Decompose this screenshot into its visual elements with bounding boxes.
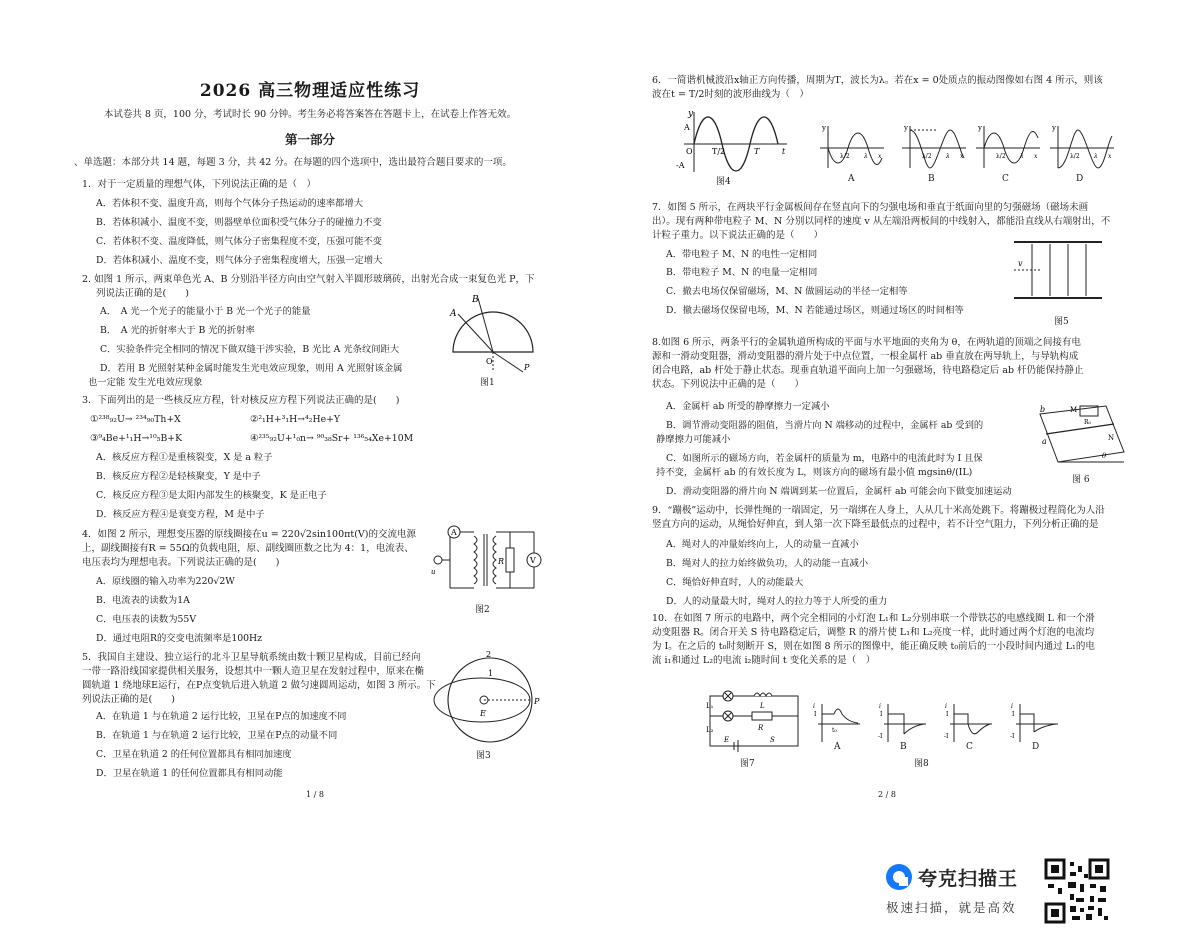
q10-choice-b-label: B xyxy=(900,742,907,752)
q6-choice-b-half: λ/2 xyxy=(922,153,932,160)
figure-5-caption: 图5 xyxy=(1054,317,1069,327)
q8-stem-line4: 状态。下列说法中正确的是（ ） xyxy=(652,379,805,390)
q2-option-d: D．若用 B 光照射某种金属时能发生光电效应现象，则用 A 光照射该金属 xyxy=(100,363,403,374)
figure-6-incline-rails xyxy=(1036,400,1128,468)
q7-option-c: C．撤去电场仅保留磁场，M、N 做圆运动的半径一定相等 xyxy=(666,286,908,297)
q10-stem-line4: 流 i₁和通过 L₂的电流 i₂随时间 t 变化关系的是（ ） xyxy=(652,655,876,666)
q3-option-a: A．核反应方程①是重核裂变，X 是 a 粒子 xyxy=(96,452,273,463)
figure-7-label-e: E xyxy=(724,736,730,744)
q1-option-c: C．若体积不变、温度降低，则气体分子密集程度不变，压强可能不变 xyxy=(96,236,383,247)
q4-stem-line1: 4．如图 2 所示，理想变压器的原线圈接在u = 220√2sin100πt(V)的交流电源 xyxy=(82,529,416,540)
q6-choice-c-y: y xyxy=(978,124,982,132)
exam-title: 2026 高三物理适应性练习 xyxy=(199,81,421,101)
q3-option-c: C．核反应方程③是太阳内部发生的核聚变，K 是正电子 xyxy=(96,490,327,501)
q6-choice-c-x: x xyxy=(1034,153,1038,160)
q10-stem-line2: 动变阻器 R。闭合开关 S 待电路稳定后，调整 R 的滑片使 L₁和 L₂亮度一样，此时通过两个灯泡的电流均 xyxy=(652,627,1095,638)
figure-4-axis-half-t: T/2 xyxy=(712,147,726,156)
q6-choice-a-x: x xyxy=(878,153,882,160)
q10-choice-d-label-i: I xyxy=(1012,711,1015,718)
figure-4-vibration-graph xyxy=(662,108,792,178)
q3-option-b: B．核反应方程②是轻核聚变，Y 是中子 xyxy=(96,471,261,482)
q10-choice-a-axis-i: i xyxy=(813,703,815,710)
quark-logo-icon xyxy=(884,862,914,892)
q9-option-a: A．绳对人的冲量始终向上，人的动量一直减小 xyxy=(666,539,859,550)
figure-3-orbits xyxy=(442,652,542,744)
figure-3-label-earth: E xyxy=(480,709,486,718)
figure-6-label-b: b xyxy=(1040,405,1046,414)
q8-stem-line3: 闭合电路，ab 杆处于静止状态。现垂直轨道平面向上加一匀强磁场，待电路稳定后 ab 杆仍能保持静止 xyxy=(652,365,1084,376)
figure-2-voltmeter-label: V xyxy=(530,556,536,565)
section-heading: 、单选题：本部分共 14 题，每题 3 分，共 42 分。在每题的四个选项中，选出最符合题目要求的一项。 xyxy=(74,157,512,168)
figure-2-caption: 图2 xyxy=(475,605,490,615)
figure-6-label-a: a xyxy=(1042,437,1047,446)
q6-choice-c-graph xyxy=(970,122,1044,172)
figure-5-label-v: v xyxy=(1018,259,1023,268)
q9-option-b: B．绳对人的拉力始终做负功，人的动能一直减小 xyxy=(666,558,869,569)
q5-stem-line2: 一带一路沿线国家提供相关服务，设想其中一颗人造卫星在发射过程中，原来在椭 xyxy=(82,666,425,677)
q10-choice-b-axis-i: i xyxy=(879,703,881,710)
figure-1-label-b: B xyxy=(472,295,479,305)
figure-3-caption: 图3 xyxy=(476,751,491,761)
q5-option-a: A．在轨道 1 与在轨道 2 运行比较，卫星在P点的加速度不同 xyxy=(96,711,347,722)
q4-option-d: D．通过电阻R的交变电流频率是100Hz xyxy=(96,633,263,644)
part-heading: 第一部分 xyxy=(284,132,335,147)
q4-stem-line3: 电压表均为理想电表。下列说法正确的是( ) xyxy=(82,557,280,568)
q6-choice-a-half: λ/2 xyxy=(840,153,850,160)
figure-7-label-l1: L₁ xyxy=(706,702,714,710)
brand-slogan: 极速扫描，就是高效 xyxy=(886,900,1017,915)
figure-2-transformer xyxy=(430,522,545,597)
q9-option-c: C．绳恰好伸直时，人的动能最大 xyxy=(666,577,804,588)
q8-stem-line1: 8.如图 6 所示，两条平行的金属轨道所构成的平面与水平地面的夹角为 θ，在两轨道的顶端之间接有电 xyxy=(652,337,1081,348)
figure-6-label-theta: θ xyxy=(1102,452,1107,460)
q6-choice-b-lambda: λ xyxy=(946,153,950,160)
q6-stem-line1: 6．一简谐机械波沿x轴正方向传播，周期为T，波长为λ。若在x = 0处质点的振动图像如右图 4 所示，则该 xyxy=(652,75,1103,86)
q10-choice-a-label-t0: t₀ xyxy=(832,727,837,734)
q6-choice-b-graph xyxy=(896,122,970,172)
figure-1-caption: 图1 xyxy=(480,378,495,388)
figure-7-label-r: R xyxy=(758,724,764,732)
q6-choice-d-half: λ/2 xyxy=(1070,153,1080,160)
exam-intro: 本试卷共 8 页，100 分，考试时长 90 分钟。考生务必将答案答在答题卡上，在试卷上作答无效。 xyxy=(103,109,517,120)
figure-7-label-l2: L₂ xyxy=(706,726,714,734)
q10-choice-d-axis-i: i xyxy=(1011,703,1013,710)
q10-choice-a-label-i: I xyxy=(814,711,817,718)
q6-choice-d-x: x xyxy=(1108,153,1112,160)
figure-3-label-p: P xyxy=(534,697,540,706)
q2-option-c: C．实验条件完全相同的情况下做双缝干涉实验，B 光比 A 光条纹间距大 xyxy=(100,344,400,355)
q7-option-a: A．带电粒子 M、N 的电性一定相同 xyxy=(666,249,818,260)
figure-4-axis-o: O xyxy=(686,147,693,156)
q7-option-d: D．撤去磁场仅保留电场，M、N 若能通过场区，则通过场区的时间相等 xyxy=(666,305,964,316)
figure-4-axis-neg-a: -A xyxy=(676,161,685,170)
page-1-number: 1 / 8 xyxy=(306,790,324,799)
q6-choice-d-y: y xyxy=(1052,124,1056,132)
figure-1-label-a: A xyxy=(450,309,457,319)
figure-4-axis-y: y xyxy=(688,109,694,119)
q8-option-d: D．滑动变阻器的滑片向 N 端调到某一位置后，金属杆 ab 可能会向下做变加速运动 xyxy=(666,486,1012,497)
q4-stem-line2: 上，副线圈接有R = 55Ω的负载电阻，原、副线圈匝数之比为 4：1，电流表、 xyxy=(82,543,414,554)
q6-choice-a-graph xyxy=(814,122,888,172)
q6-choice-a-label: A xyxy=(848,174,855,184)
figure-2-label-r: R xyxy=(498,557,505,566)
brand-name: 夸克扫描王 xyxy=(918,868,1019,890)
q5-stem-line3: 圆轨道 1 绕地球E运行，在P点变轨后进入轨道 2 做匀速圆周运动，如图 3 所示。下 xyxy=(82,680,436,691)
q8-option-c-line2: 持不变，金属杆 ab 的有效长度为 L，则该方向的磁场有最小值 mgsinθ/(IL) xyxy=(656,467,973,478)
figure-7-label-l: L xyxy=(760,702,765,710)
q5-stem-line1: 5．我国自主建设、独立运行的北斗卫星导航系统由数十颗卫星构成，目前已经向 xyxy=(82,652,421,663)
q1-stem: 1．对于一定质量的理想气体，下列说法正确的是（ ） xyxy=(82,179,317,190)
q10-stem-line1: 10．在如图 7 所示的电路中，两个完全相同的小灯泡 L₁和 L₂分别串联一个带铁芯的电感线圈 L 和一个滑 xyxy=(652,613,1095,624)
q6-choice-d-lambda: λ xyxy=(1094,153,1098,160)
q4-option-c: C．电压表的读数为55V xyxy=(96,614,197,625)
figure-7-circuit xyxy=(704,688,804,752)
q8-option-a: A．金属杆 ab 所受的静摩擦力一定减小 xyxy=(666,401,830,412)
q1-option-a: A．若体积不变、温度升高，则每个气体分子热运动的速率都增大 xyxy=(96,198,364,209)
page-2-number: 2 / 8 xyxy=(878,790,896,799)
q10-choice-d-graph xyxy=(1010,702,1060,744)
q3-equation-3: ③⁹₄Be+¹₁H→¹⁰₅B+K xyxy=(90,433,183,444)
q7-stem-line1: 7．如图 5 所示，在两块平行金属板间存在竖直向下的匀强电场和垂直于纸面向里的匀强磁场（磁场未画 xyxy=(652,202,1089,213)
figure-2-ammeter-label: A xyxy=(451,528,457,537)
q8-option-b-line2: 静摩擦力可能减小 xyxy=(656,434,731,445)
q2-stem-line1: 2. 如图 1 所示，两束单色光 A、B 分别沿半径方向由空气射入半圆形玻璃砖，出射光合成一束复色光 P，下 xyxy=(82,274,535,285)
figure-4-caption: 图4 xyxy=(716,177,731,187)
q10-choice-a-graph xyxy=(812,702,862,744)
q5-option-c: C．卫星在轨道 2 的任何位置都具有相同加速度 xyxy=(96,749,292,760)
q10-choice-b-graph xyxy=(878,702,928,744)
q2-option-b: B． A 光的折射率大于 B 光的折射率 xyxy=(100,325,255,336)
q2-option-a: A． A 光一个光子的能量小于 B 光一个光子的能量 xyxy=(100,306,311,317)
q3-stem: 3．下面列出的是一些核反应方程，针对核反应方程下列说法正确的是( ) xyxy=(82,395,400,406)
q8-option-b-line1: B．调节滑动变阻器的阻值，当滑片向 N 端移动的过程中，金属杆 ab 受到的 xyxy=(666,420,984,431)
figure-3-label-orbit1: 1 xyxy=(488,669,494,678)
q6-choice-a-lambda: λ xyxy=(864,153,868,160)
q6-choice-b-y: y xyxy=(904,124,908,132)
q3-equation-1: ①²³⁸₉₂U→ ²³⁴₉₀Th+X xyxy=(90,414,181,425)
figure-2-label-u: u xyxy=(431,568,436,576)
q10-choice-c-graph xyxy=(944,702,994,744)
q1-option-b: B．若体积减小、温度不变，则器壁单位面积受气体分子的碰撞力不变 xyxy=(96,217,382,228)
q3-equation-4: ④²³⁵₉₂U+¹₀n→ ⁹⁰₃₈Sr+ ¹³⁶₅₄Xe+10M xyxy=(250,433,414,444)
q6-stem-line2: 波在t = T/2时刻的波形曲线为（ ） xyxy=(652,89,809,100)
q6-choice-c-label: C xyxy=(1002,174,1009,184)
q7-option-b: B．带电粒子 M、N 的电量一定相同 xyxy=(666,267,818,278)
figure-8-caption: 图8 xyxy=(914,759,929,769)
q6-choice-b-label: B xyxy=(928,174,935,184)
q6-choice-d-label: D xyxy=(1076,174,1084,184)
qr-code-icon xyxy=(1044,858,1110,924)
q2-option-d-cont: 也一定能 发生光电效应现象 xyxy=(88,377,203,388)
figure-7-caption: 图7 xyxy=(740,759,755,769)
figure-7-label-s: S xyxy=(770,736,775,744)
q6-choice-c-lambda: λ xyxy=(1020,153,1024,160)
q10-choice-c-label-i: I xyxy=(946,711,949,718)
q7-stem-line3: 计粒子重力。以下说法正确的是（ ） xyxy=(652,230,824,241)
figure-6-label-r0: R₀ xyxy=(1084,419,1091,426)
figure-1-semicircle xyxy=(448,292,538,382)
q3-option-d: D．核反应方程④是衰变方程，M 是中子 xyxy=(96,509,265,520)
q10-choice-b-label-i: I xyxy=(880,711,883,718)
figure-6-label-m: M xyxy=(1070,406,1078,414)
q10-stem-line3: 为 I。在之后的 t₀时刻断开 S，则在如图 8 所示的图像中，能正确反映 t₀前后的一小段时间内通过 L₁的电 xyxy=(652,641,1095,652)
figure-5-plates xyxy=(1012,236,1104,304)
q10-choice-b-label-neg-i: -I xyxy=(878,733,883,740)
figure-4-axis-a: A xyxy=(684,123,690,132)
figure-4-axis-period: T xyxy=(754,147,760,156)
q6-choice-d-graph xyxy=(1044,122,1118,172)
q4-option-a: A．原线圈的输入功率为220√2W xyxy=(96,576,235,587)
figure-6-caption: 图 6 xyxy=(1072,475,1090,485)
q6-choice-b-x: x xyxy=(960,153,964,160)
q10-choice-d-label: D xyxy=(1032,742,1040,752)
q10-choice-c-label: C xyxy=(966,742,973,752)
figure-1-label-p: P xyxy=(524,363,530,372)
q5-option-b: B．在轨道 1 与在轨道 2 运行比较，卫星在P点的动量不同 xyxy=(96,730,338,741)
figure-4-axis-t: t xyxy=(782,147,786,156)
q7-stem-line2: 出）。现有两种带电粒子 M、N 分别以同样的速度 v 从左端沿两板间的中线射入，都能沿直线从右端射出，不 xyxy=(652,216,1111,227)
q8-stem-line2: 源和一滑动变阻器，滑动变阻器的滑片处于中点位置，一根金属杆 ab 垂直放在两导轨上，与导轨构成 xyxy=(652,351,1079,362)
q9-option-d: D．人的动量最大时，绳对人的拉力等于人所受的重力 xyxy=(666,596,888,607)
q1-option-d: D．若体积减小、温度不变，则气体分子密集程度增大，压强一定增大 xyxy=(96,255,383,266)
q9-stem-line1: 9．“蹦极”运动中，长弹性绳的一端固定，另一端绑在人身上，人从几十米高处跳下。将蹦极过程简化为人沿 xyxy=(652,505,1105,516)
q5-stem-line4: 列说法正确的是( ) xyxy=(82,694,175,705)
q10-choice-a-label: A xyxy=(834,742,841,752)
q10-choice-d-label-neg-i: -I xyxy=(1010,733,1015,740)
q10-choice-c-label-neg-i: -I xyxy=(944,733,949,740)
q5-option-d: D．卫星在轨道 1 的任何位置都具有相同动能 xyxy=(96,768,283,779)
figure-3-label-orbit2: 2 xyxy=(486,650,492,659)
figure-6-label-n: N xyxy=(1108,434,1115,442)
q3-equation-2: ②²₁H+³₁H→⁴₂He+Y xyxy=(250,414,341,425)
q6-choice-a-y: y xyxy=(822,124,826,132)
q4-option-b: B．电流表的读数为1A xyxy=(96,595,190,606)
q8-option-c-line1: C．如图所示的磁场方向，若金属杆的质量为 m，电路中的电流此时为 I 且保 xyxy=(666,453,983,464)
q2-stem-line2: 列说法正确的是( ) xyxy=(96,288,189,299)
q9-stem-line2: 竖直方向的运动，从绳恰好伸直，到人第一次下降至最低点的过程中，若不计空气阻力，下列分析正确的是 xyxy=(652,519,1099,530)
q10-choice-c-axis-i: i xyxy=(945,703,947,710)
q6-choice-c-half: λ/2 xyxy=(996,153,1006,160)
figure-1-label-o: O xyxy=(486,357,493,366)
